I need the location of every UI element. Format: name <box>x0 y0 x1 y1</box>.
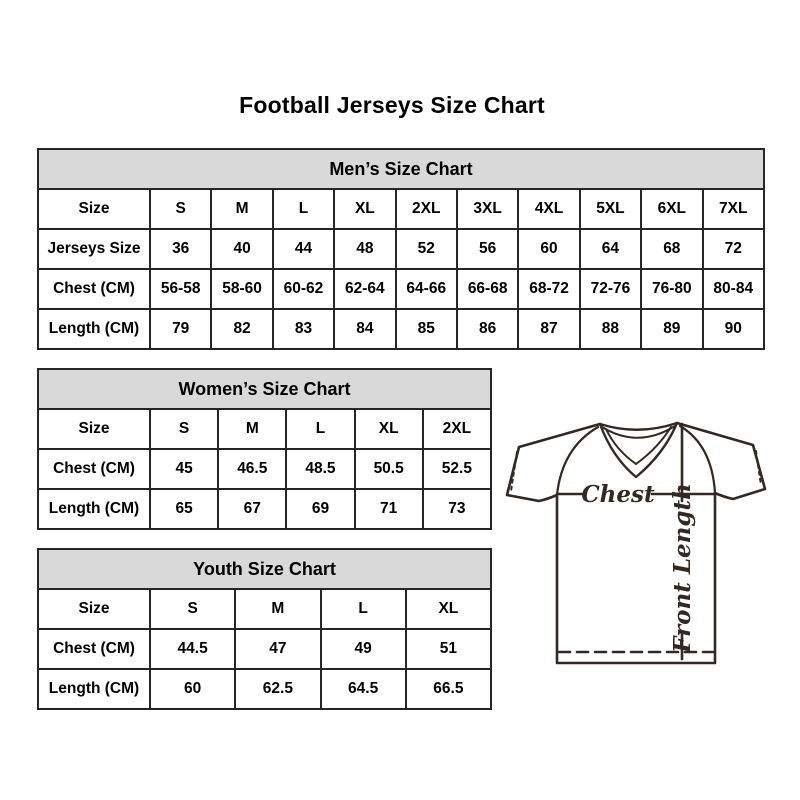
column-header: S <box>150 589 235 629</box>
row-label: Chest (CM) <box>38 449 150 489</box>
column-header: 2XL <box>423 409 491 449</box>
value-cell: 73 <box>423 489 491 529</box>
value-cell: 87 <box>518 309 579 349</box>
value-cell: 44 <box>273 229 334 269</box>
corner-header: Size <box>38 189 150 229</box>
row-label: Length (CM) <box>38 309 150 349</box>
table-row <box>38 229 764 269</box>
value-cell: 50.5 <box>355 449 423 489</box>
value-cell: 64.5 <box>321 669 406 709</box>
column-header: M <box>235 589 320 629</box>
table-title: Men’s Size Chart <box>38 149 764 189</box>
youth-size-chart-table <box>37 548 492 710</box>
column-header: S <box>150 409 218 449</box>
corner-header: Size <box>38 409 150 449</box>
value-cell: 47 <box>235 629 320 669</box>
value-cell: 72 <box>703 229 764 269</box>
value-cell: 40 <box>211 229 272 269</box>
table-title-row <box>38 149 764 189</box>
column-header: XL <box>334 189 395 229</box>
value-cell: 48.5 <box>286 449 354 489</box>
corner-header: Size <box>38 589 150 629</box>
jersey-outline-icon <box>507 423 765 663</box>
column-header: S <box>150 189 211 229</box>
row-label: Length (CM) <box>38 669 150 709</box>
womens-size-chart-table <box>37 368 492 530</box>
table-row <box>38 629 491 669</box>
jersey-measurement-diagram <box>500 400 774 692</box>
value-cell: 66.5 <box>406 669 491 709</box>
value-cell: 90 <box>703 309 764 349</box>
table-header-row <box>38 589 491 629</box>
value-cell: 48 <box>334 229 395 269</box>
column-header: 6XL <box>641 189 702 229</box>
value-cell: 62.5 <box>235 669 320 709</box>
column-header: 7XL <box>703 189 764 229</box>
value-cell: 62-64 <box>334 269 395 309</box>
table-title-row <box>38 549 491 589</box>
column-header: M <box>218 409 286 449</box>
value-cell: 89 <box>641 309 702 349</box>
table-row <box>38 449 491 489</box>
value-cell: 76-80 <box>641 269 702 309</box>
value-cell: 64-66 <box>396 269 457 309</box>
column-header: 5XL <box>580 189 641 229</box>
column-header: XL <box>406 589 491 629</box>
value-cell: 85 <box>396 309 457 349</box>
value-cell: 56 <box>457 229 518 269</box>
table-header-row <box>38 409 491 449</box>
value-cell: 65 <box>150 489 218 529</box>
row-label: Chest (CM) <box>38 269 150 309</box>
value-cell: 51 <box>406 629 491 669</box>
column-header: L <box>273 189 334 229</box>
value-cell: 60 <box>518 229 579 269</box>
column-header: 2XL <box>396 189 457 229</box>
value-cell: 58-60 <box>211 269 272 309</box>
front-length-label: Front Length <box>669 483 696 653</box>
value-cell: 56-58 <box>150 269 211 309</box>
value-cell: 66-68 <box>457 269 518 309</box>
table-header-row <box>38 189 764 229</box>
row-label: Chest (CM) <box>38 629 150 669</box>
column-header: XL <box>355 409 423 449</box>
value-cell: 68-72 <box>518 269 579 309</box>
column-header: M <box>211 189 272 229</box>
row-label: Jerseys Size <box>38 229 150 269</box>
table-row <box>38 489 491 529</box>
value-cell: 68 <box>641 229 702 269</box>
table-row <box>38 269 764 309</box>
collar-outline-icon <box>600 423 677 430</box>
table-title: Women’s Size Chart <box>38 369 491 409</box>
value-cell: 80-84 <box>703 269 764 309</box>
value-cell: 60 <box>150 669 235 709</box>
value-cell: 52 <box>396 229 457 269</box>
page-title: Football Jerseys Size Chart <box>239 92 545 118</box>
column-header: 4XL <box>518 189 579 229</box>
value-cell: 52.5 <box>423 449 491 489</box>
mens-size-chart-table <box>37 148 765 350</box>
column-header: 3XL <box>457 189 518 229</box>
table-row <box>38 309 764 349</box>
value-cell: 79 <box>150 309 211 349</box>
value-cell: 86 <box>457 309 518 349</box>
table-title: Youth Size Chart <box>38 549 491 589</box>
value-cell: 46.5 <box>218 449 286 489</box>
value-cell: 82 <box>211 309 272 349</box>
chest-label: Chest <box>581 481 655 508</box>
value-cell: 60-62 <box>273 269 334 309</box>
value-cell: 72-76 <box>580 269 641 309</box>
value-cell: 64 <box>580 229 641 269</box>
table-row <box>38 669 491 709</box>
value-cell: 49 <box>321 629 406 669</box>
column-header: L <box>286 409 354 449</box>
value-cell: 88 <box>580 309 641 349</box>
table-title-row <box>38 369 491 409</box>
value-cell: 36 <box>150 229 211 269</box>
value-cell: 84 <box>334 309 395 349</box>
value-cell: 71 <box>355 489 423 529</box>
value-cell: 83 <box>273 309 334 349</box>
value-cell: 44.5 <box>150 629 235 669</box>
column-header: L <box>321 589 406 629</box>
value-cell: 69 <box>286 489 354 529</box>
row-label: Length (CM) <box>38 489 150 529</box>
value-cell: 67 <box>218 489 286 529</box>
value-cell: 45 <box>150 449 218 489</box>
right-sleeve-seam-icon <box>680 426 715 493</box>
